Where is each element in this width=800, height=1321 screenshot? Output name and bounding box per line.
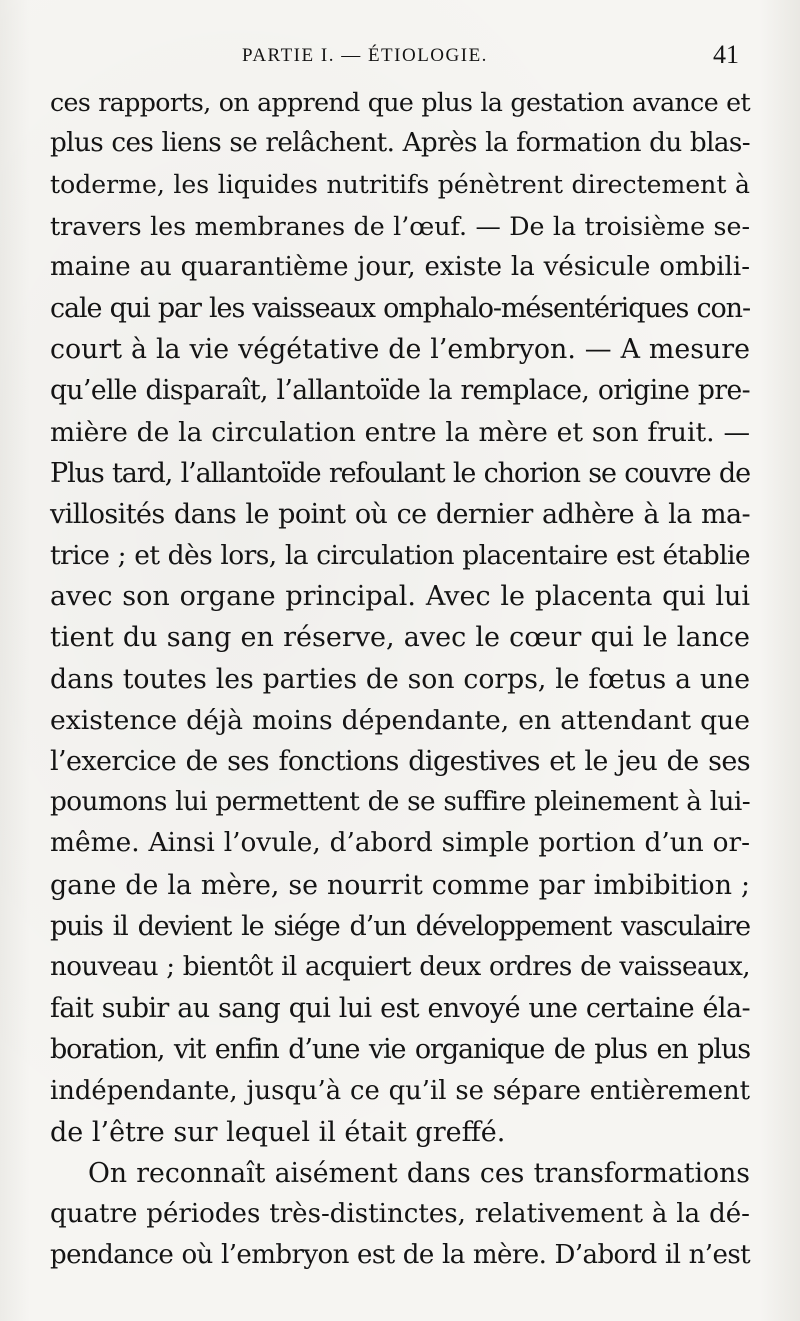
text-line: dans toutes les parties de son corps, le fœtus a une bbox=[50, 663, 750, 695]
body-text bbox=[50, 82, 750, 1276]
text-line: mière de la circulation entre la mère et son fruit. — bbox=[50, 416, 750, 448]
text-line: l’exercice de ses fonctions digestives et le jeu de ses bbox=[50, 746, 750, 777]
text-line: trice ; et dès lors, la circulation placentaire est établie bbox=[50, 540, 750, 572]
text-line: existence déjà moins dépendante, en attendant que bbox=[50, 704, 750, 736]
text-line: quatre périodes très-distinctes, relativement à la dé- bbox=[50, 1199, 750, 1230]
text-line: Plus tard, l’allantoïde refoulant le chorion se couvre de bbox=[50, 457, 750, 489]
paragraph-end-line: de l’être sur lequel il était greffé. bbox=[50, 1116, 506, 1148]
text-line: pendance où l’embryon est de la mère. D’abord il n’est bbox=[50, 1240, 750, 1271]
text-line: puis il devient le siége d’un développement vasculaire bbox=[50, 910, 750, 942]
text-line: toderme, les liquides nutritifs pénètrent directement à bbox=[50, 170, 750, 200]
text-line: avec son organe principal. Avec le placenta qui lui bbox=[50, 581, 750, 613]
text-line: nouveau ; bientôt il acquiert deux ordres de vaisseaux, bbox=[50, 951, 750, 982]
text-line: plus ces liens se relâchent. Après la formation du blas- bbox=[50, 128, 750, 159]
text-line: même. Ainsi l’ovule, d’abord simple portion d’un or- bbox=[50, 828, 750, 859]
text-line: court à la vie végétative de l’embryon. — A mesure bbox=[50, 334, 750, 366]
text-line: gane de la mère, se nourrit comme par imbibition ; bbox=[50, 869, 750, 901]
page-number: 41 bbox=[713, 40, 739, 69]
text-line: travers les membranes de l’œuf. — De la troisième se- bbox=[50, 211, 750, 241]
text-line: fait subir au sang qui lui est envoyé une certaine éla- bbox=[50, 993, 750, 1025]
text-line: indépendante, jusqu’à ce qu’il se sépare entièrement bbox=[50, 1075, 750, 1106]
text-line: villosités dans le point où ce dernier adhère à la ma- bbox=[50, 498, 750, 530]
paragraph-start-line: On reconnaît aisément dans ces transformations bbox=[88, 1157, 750, 1189]
text-line: tient du sang en réserve, avec le cœur qui le lance bbox=[50, 622, 750, 654]
running-header bbox=[0, 40, 800, 73]
text-line: ces rapports, on apprend que plus la gestation avance et bbox=[50, 88, 750, 117]
text-line: poumons lui permettent de se suffire pleinement à lui- bbox=[50, 787, 750, 818]
text-line: cale qui par les vaisseaux omphalo-mésentériques con- bbox=[50, 292, 750, 324]
text-line: boration, vit enfin d’une vie organique de plus en plus bbox=[50, 1034, 750, 1066]
text-line: maine au quarantième jour, existe la vésicule ombili- bbox=[50, 251, 750, 282]
text-line: qu’elle disparaît, l’allantoïde la remplace, origine pre- bbox=[50, 375, 750, 407]
running-title: PARTIE I. — ÉTIOLOGIE. bbox=[242, 45, 488, 66]
